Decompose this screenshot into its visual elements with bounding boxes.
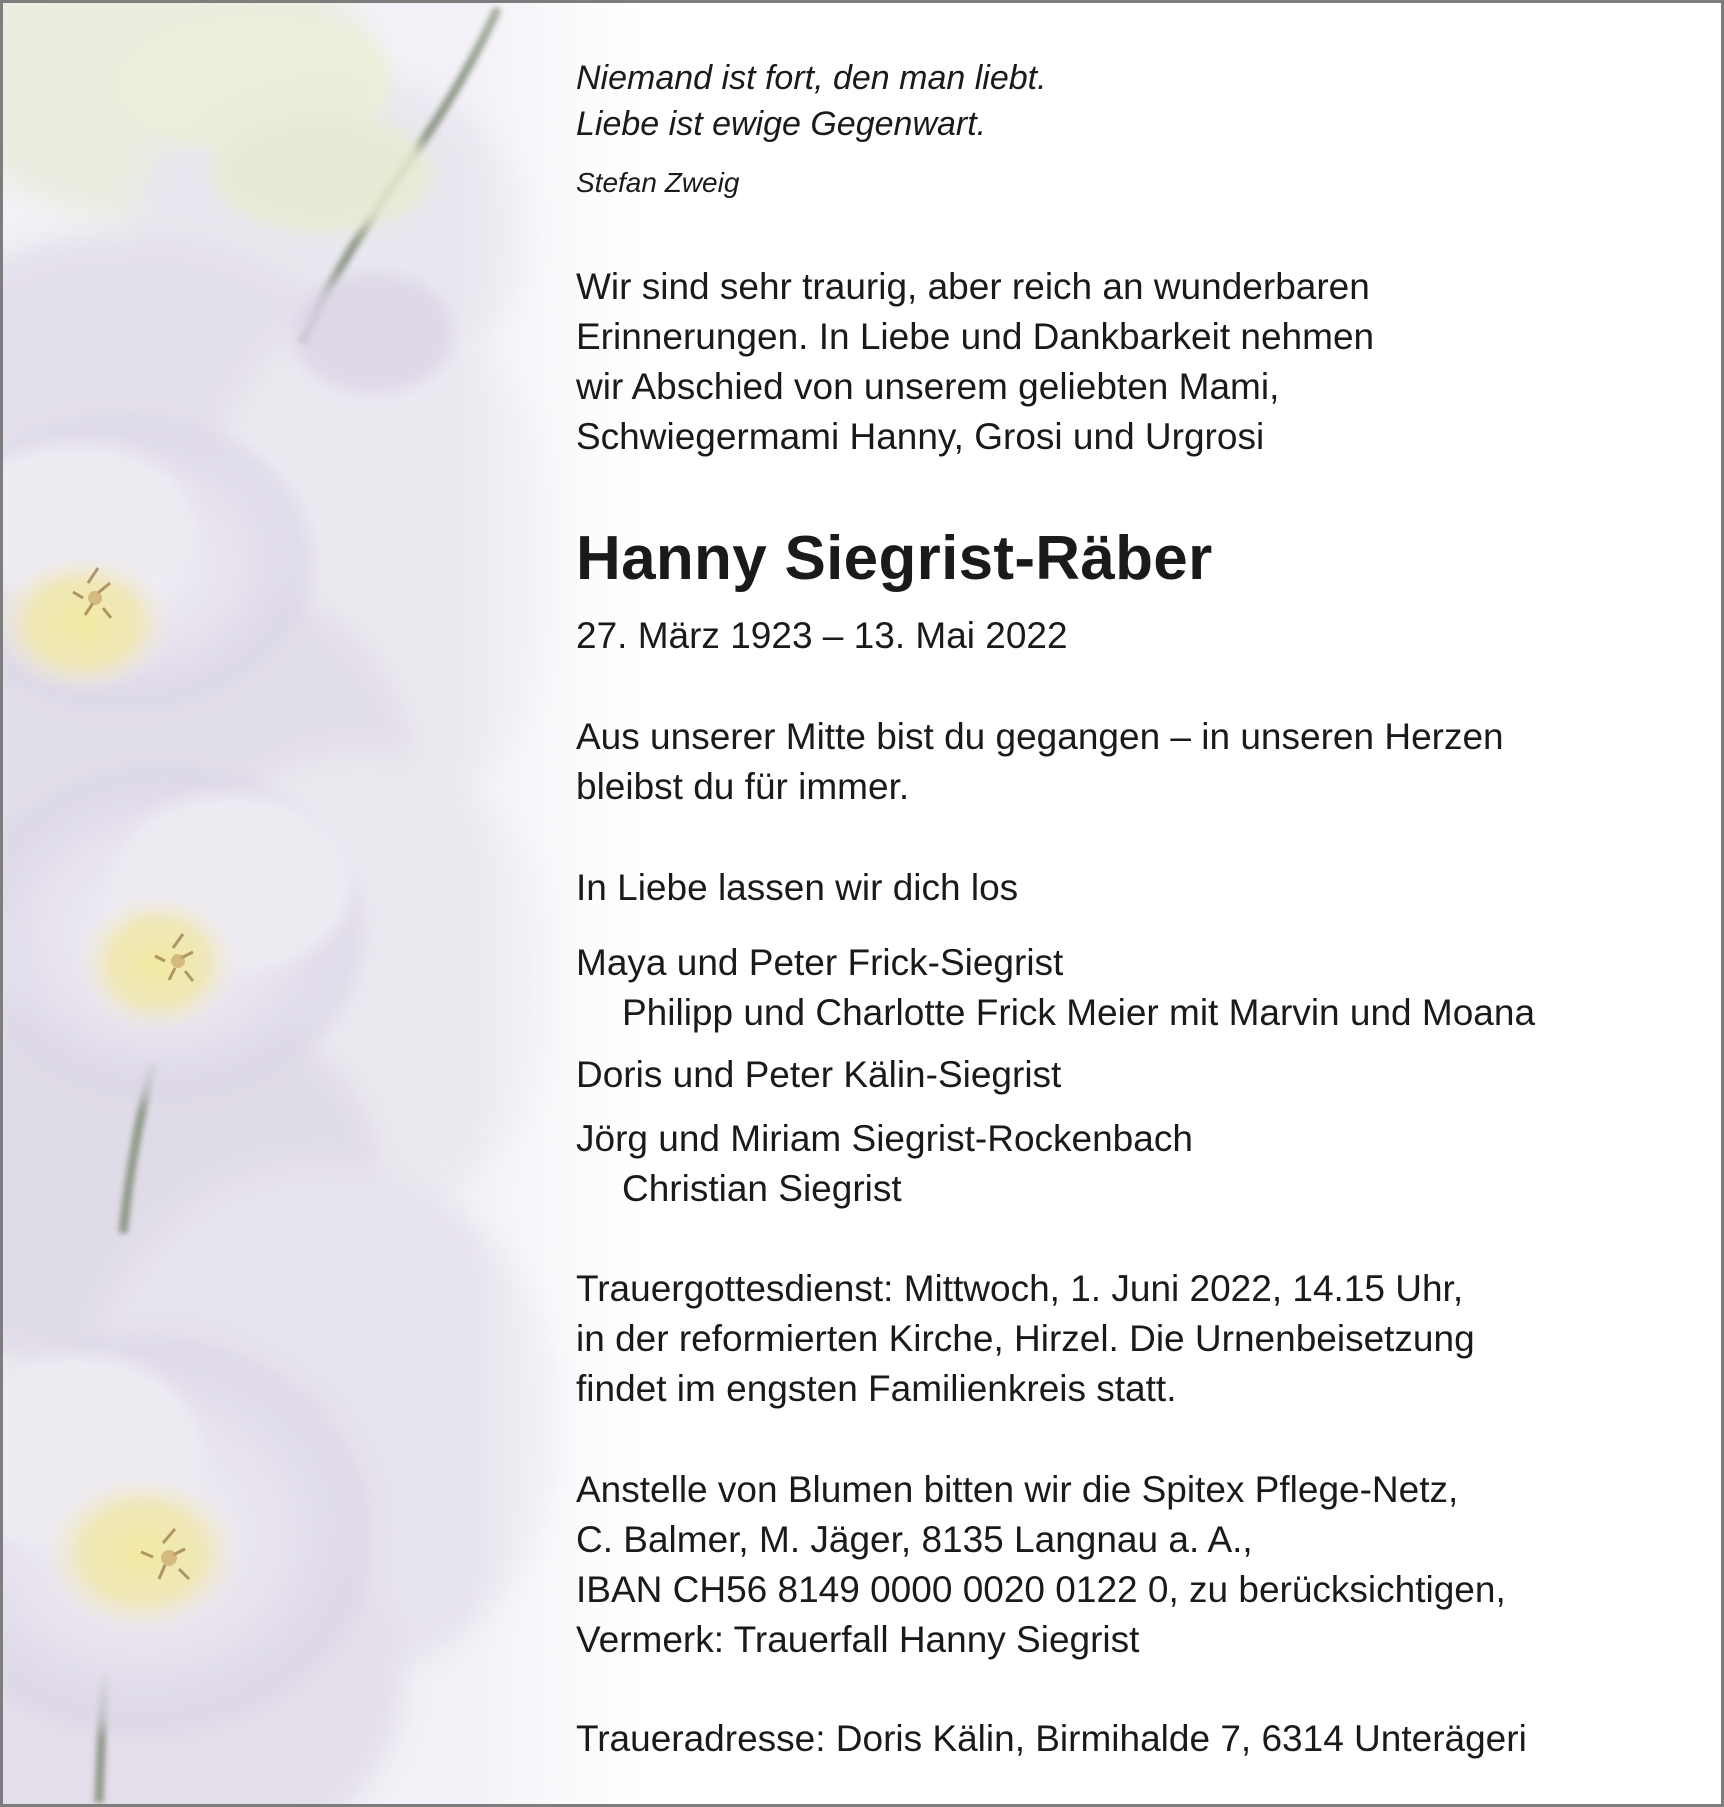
donation-line: IBAN CH56 8149 0000 0020 0122 0, zu berücksichtigen, [576, 1569, 1506, 1610]
donation-line: Vermerk: Trauerfall Hanny Siegrist [576, 1619, 1140, 1660]
intro-line: wir Abschied von unserem geliebten Mami, [576, 366, 1280, 407]
mourner-sub: Christian Siegrist [622, 1168, 902, 1209]
donation-line: C. Balmer, M. Jäger, 8135 Langnau a. A., [576, 1519, 1253, 1560]
quote-author: Stefan Zweig [576, 167, 740, 198]
mourner-main: Doris und Peter Kälin-Siegrist [576, 1054, 1062, 1095]
mourner-sub: Philipp und Charlotte Frick Meier mit Marvin und Moana [622, 992, 1536, 1033]
mourning-address: Traueradresse: Doris Kälin, Birmihalde 7, 6314 Unterägeri [576, 1718, 1527, 1759]
mourner-main: Jörg und Miriam Siegrist-Rockenbach [576, 1118, 1193, 1159]
farewell-line: bleibst du für immer. [576, 766, 910, 807]
quote-line: Liebe ist ewige Gegenwart. [576, 105, 987, 143]
service-line: in der reformierten Kirche, Hirzel. Die Urnenbeisetzung [576, 1318, 1475, 1359]
intro-line: Schwiegermami Hanny, Grosi und Urgrosi [576, 416, 1265, 457]
donation-paragraph [576, 1465, 1506, 1665]
donation-line: Anstelle von Blumen bitten wir die Spitex Pflege-Netz, [576, 1469, 1459, 1510]
intro-line: Erinnerungen. In Liebe und Dankbarkeit nehmen [576, 316, 1375, 357]
mourner-family [576, 1050, 1061, 1100]
deceased-name: Hanny Siegrist-Räber [576, 524, 1213, 593]
mourner-family [576, 1114, 1193, 1214]
mourner-family [576, 938, 1535, 1038]
life-dates: 27. März 1923 – 13. Mai 2022 [576, 615, 1068, 656]
orchid-background-image [3, 3, 643, 1804]
service-line: findet im engsten Familienkreis statt. [576, 1368, 1177, 1409]
farewell-paragraph [576, 712, 1504, 812]
service-paragraph [576, 1264, 1475, 1414]
mourner-main: Maya und Peter Frick-Siegrist [576, 942, 1064, 983]
service-line: Trauergottesdienst: Mittwoch, 1. Juni 2022, 14.15 Uhr, [576, 1268, 1464, 1309]
intro-paragraph [576, 262, 1374, 462]
mourners-intro: In Liebe lassen wir dich los [576, 867, 1019, 908]
intro-line: Wir sind sehr traurig, aber reich an wunderbaren [576, 266, 1370, 307]
quote [576, 55, 1047, 147]
farewell-line: Aus unserer Mitte bist du gegangen – in unseren Herzen [576, 716, 1504, 757]
quote-line: Niemand ist fort, den man liebt. [576, 59, 1047, 97]
